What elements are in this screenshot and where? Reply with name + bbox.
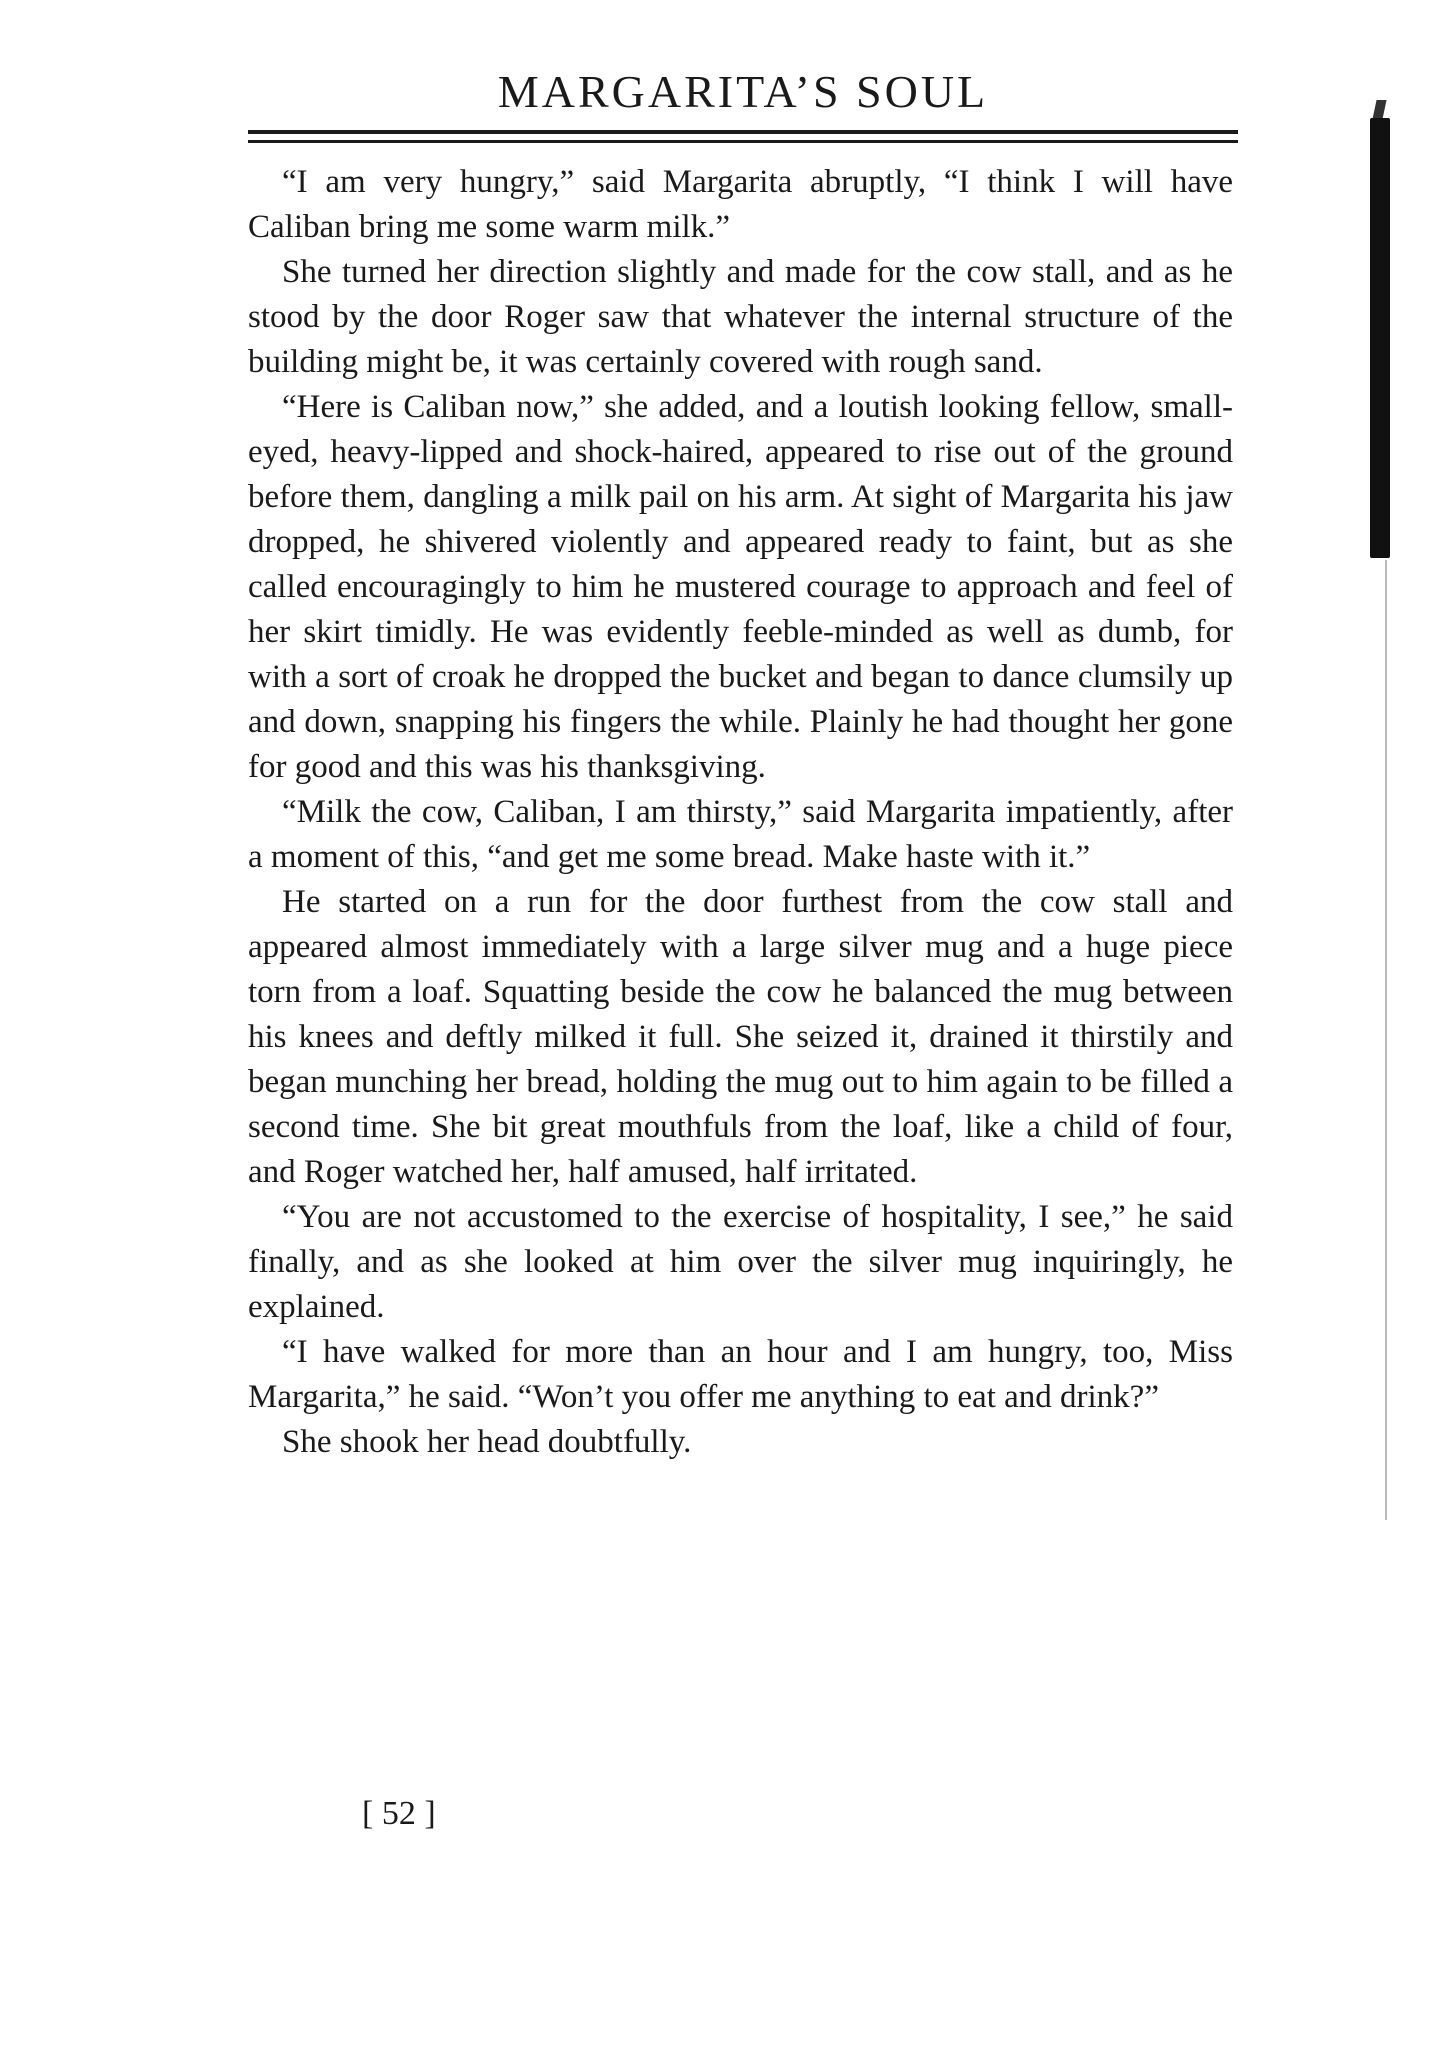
body-text bbox=[248, 160, 1233, 1465]
page-number: [ 52 ] bbox=[362, 1795, 436, 1832]
paragraph: “I have walked for more than an hour and I am hungry, too, Miss Margarita,” he said. “Won’t you offer me anything to eat and drink?” bbox=[248, 1334, 1233, 1415]
paragraph: “You are not accustomed to the exercise of hospitality, I see,” he said finally, and as she looked at him over the silver mug inquiringly, he explained. bbox=[248, 1199, 1233, 1325]
scan-edge-shadow bbox=[1370, 118, 1390, 558]
running-head-title: MARGARITA’S SOUL bbox=[497, 66, 989, 117]
header-rule-thin bbox=[248, 140, 1238, 143]
paragraph: She turned her direction slightly and made for the cow stall, and as he stood by the door Roger saw that whatever the internal structure of the building might be, it was certainly covered with rough sand. bbox=[248, 254, 1233, 380]
header-rule-thick bbox=[248, 130, 1238, 134]
paragraph: “Milk the cow, Caliban, I am thirsty,” said Margarita impatiently, after a moment of this, “and get me some bread. Make haste with it.” bbox=[248, 794, 1233, 875]
paragraph: He started on a run for the door furthest from the cow stall and appeared almost immediately with a large silver mug and a huge piece torn from a loaf. Squatting beside the cow he balanced the mug between his knees and deftly milked it full. She seized it, drained it thirstily and began munching her bread, holding the mug out to him again to be filled a second time. She bit great mouthfuls from the loaf, like a child of four, and Roger watched her, half amused, half irritated. bbox=[248, 884, 1233, 1190]
paragraph: “I am very hungry,” said Margarita abruptly, “I think I will have Caliban bring me some warm milk.” bbox=[248, 164, 1233, 245]
scan-edge-line bbox=[1385, 560, 1387, 1520]
paragraph: She shook her head doubtfully. bbox=[282, 1424, 692, 1460]
paragraph: “Here is Caliban now,” she added, and a loutish looking fellow, small-eyed, heavy-lipped and shock-haired, appeared to rise out of the ground before them, dangling a milk pail on his arm. At sight of Margarita his jaw dropped, he shivered violently and appeared ready to faint, but as she called encouragingly to him he mustered courage to approach and feel of her skirt timidly. He was evidently feeble-minded as well as dumb, for with a sort of croak he dropped the bucket and began to dance clumsily up and down, snapping his fingers the while. Plainly he had thought her gone for good and this was his thanksgiving. bbox=[248, 389, 1233, 785]
